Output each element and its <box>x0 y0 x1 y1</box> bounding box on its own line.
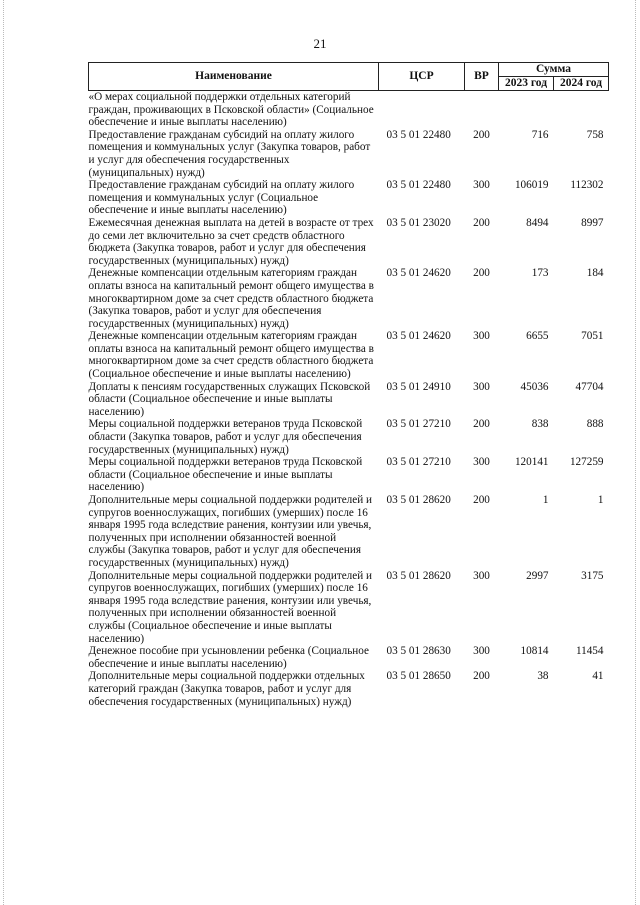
row-csr-cell: 03 5 01 24620 <box>386 267 451 280</box>
row-vr-cell: 300 <box>473 380 490 393</box>
row-csr-cell: 03 5 01 28620 <box>386 569 451 582</box>
row-amount-2024-cell: 758 <box>586 128 604 141</box>
page-edge-right <box>635 0 637 905</box>
row-name-cell: Предоставление гражданам субсидий на оплату жилого помещения и коммунальных услуг (Закупка товаров, работ и услуг для обеспечения государственных (муниципальных) нужд) <box>88 128 371 179</box>
row-vr-cell: 200 <box>473 418 490 431</box>
row-vr-cell: 200 <box>473 267 490 280</box>
row-csr-cell: 03 5 01 27210 <box>386 418 451 431</box>
row-amount-2023-cell: 120141 <box>514 456 549 469</box>
row-vr-cell: 200 <box>473 216 490 229</box>
row-vr-cell: 300 <box>473 569 490 582</box>
row-name-cell: Ежемесячная денежная выплата на детей в возрасте от трех до семи лет включительно за счет средств областного бюджета (Закупка товаров, работ и услуг для обеспечения государственных (муниципальных) нужд) <box>88 216 374 267</box>
row-name-cell: Дополнительные меры социальной поддержки родителей и супругов военнослужащих, погибших (умерших) после 16 января 1995 года вследствие ранения, контузии или увечья, полученных при исполнении обязанностей военной службы (Закупка товаров, работ и услуг для обеспечения государственных (муниципальных) нужд) <box>88 494 372 569</box>
page-number: 21 <box>313 36 327 51</box>
row-amount-2023-cell: 38 <box>537 670 549 683</box>
row-name-cell: «О мерах социальной поддержки отдельных категорий граждан, проживающих в Псковской области» (Социальное обеспечение и иные выплаты населению) <box>88 91 374 129</box>
row-amount-2023-cell <box>499 91 554 129</box>
row-name-cell: Денежное пособие при усыновлении ребенка (Социальное обеспечение и иные выплаты населению) <box>88 645 369 670</box>
row-csr-cell: 03 5 01 27210 <box>386 456 451 469</box>
row-vr-cell: 300 <box>473 645 490 658</box>
row-vr-cell: 300 <box>473 330 490 343</box>
row-amount-2023-cell: 716 <box>531 128 549 141</box>
table-row <box>89 91 609 129</box>
row-csr-cell <box>379 91 465 129</box>
row-vr-cell: 200 <box>473 494 490 506</box>
row-csr-cell: 03 5 01 22480 <box>386 179 451 192</box>
row-amount-2023-cell: 45036 <box>520 380 549 393</box>
table-row <box>89 670 609 708</box>
row-amount-2024-cell <box>554 91 609 129</box>
row-name-cell: Меры социальной поддержки ветеранов труда Псковской области (Закупка товаров, работ и услуг для обеспечения государственных (муниципальных) нужд) <box>88 418 363 456</box>
row-amount-2023-cell: 6655 <box>526 330 549 343</box>
row-name-cell: Дополнительные меры социальной поддержки родителей и супругов военнослужащих, погибших (умерших) после 16 января 1995 года вследствие ранения, контузии или увечья, полученных при исполнении обязанностей военной службы (Социальное обеспечение и иные выплаты населению) <box>88 569 372 645</box>
row-amount-2023-cell: 838 <box>531 418 549 431</box>
row-vr-cell: 200 <box>473 670 490 683</box>
table-row <box>89 570 609 646</box>
table-header <box>89 63 609 91</box>
row-amount-2024-cell: 3175 <box>581 569 604 582</box>
table-row <box>89 217 609 267</box>
header-csr: ЦСР <box>379 63 465 91</box>
row-csr-cell: 03 5 01 24910 <box>386 380 451 393</box>
row-name-cell: Денежные компенсации отдельным категориям граждан оплаты взноса на капитальный ремонт общего имущества в многоквартирном доме за счет средств областного бюджета (Социальное обеспечение и иные выплаты населению) <box>88 330 374 381</box>
row-csr-cell: 03 5 01 23020 <box>386 216 451 229</box>
row-vr-cell: 200 <box>473 128 490 141</box>
row-amount-2024-cell: 127259 <box>569 456 604 469</box>
row-amount-2023-cell: 1 <box>542 494 549 506</box>
row-amount-2023-cell: 173 <box>531 267 549 280</box>
row-csr-cell: 03 5 01 28630 <box>386 645 451 658</box>
row-csr-cell: 03 5 01 28620 <box>386 494 451 506</box>
table-row <box>89 330 609 380</box>
row-vr-cell: 300 <box>473 179 490 192</box>
row-csr-cell: 03 5 01 24620 <box>386 330 451 343</box>
header-vr: ВР <box>465 63 499 91</box>
row-vr-cell <box>465 91 499 129</box>
row-amount-2024-cell: 41 <box>592 670 604 683</box>
row-vr-cell: 300 <box>473 456 490 469</box>
header-year-2024: 2024 год <box>554 77 609 91</box>
header-name: Наименование <box>89 63 379 91</box>
row-amount-2023-cell: 10814 <box>520 645 549 658</box>
table-row <box>89 129 609 179</box>
row-name-cell: Дополнительные меры социальной поддержки отдельных категорий граждан (Закупка товаров, работ и услуг для обеспечения государственных (муниципальных) нужд) <box>88 670 365 708</box>
table-row <box>89 494 609 570</box>
row-amount-2023-cell: 106019 <box>514 179 549 192</box>
row-name-cell: Предоставление гражданам субсидий на оплату жилого помещения и коммунальных услуг (Социальное обеспечение и иные выплаты населению) <box>88 179 355 217</box>
table-row <box>89 179 609 217</box>
table-row <box>89 267 609 330</box>
row-amount-2024-cell: 8997 <box>581 216 604 229</box>
table-row <box>89 645 609 670</box>
row-csr-cell: 03 5 01 28650 <box>386 670 451 683</box>
table-row <box>89 381 609 419</box>
row-amount-2024-cell: 1 <box>597 494 604 506</box>
header-sum: Сумма <box>499 63 609 77</box>
row-name-cell: Меры социальной поддержки ветеранов труда Псковской области (Социальное обеспечение и иные выплаты населению) <box>88 456 363 494</box>
page-edge-left <box>3 0 5 905</box>
row-amount-2024-cell: 7051 <box>581 330 604 343</box>
table-body <box>89 91 609 709</box>
header-year-2023: 2023 год <box>499 77 554 91</box>
row-amount-2023-cell: 2997 <box>526 569 549 582</box>
budget-table <box>88 62 609 708</box>
row-amount-2024-cell: 184 <box>586 267 604 280</box>
row-name-cell: Денежные компенсации отдельным категориям граждан оплаты взноса на капитальный ремонт общего имущества в многоквартирном доме за счет средств областного бюджета (Закупка товаров, работ и услуг для обеспечения государственных (муниципальных) нужд) <box>88 267 374 330</box>
row-csr-cell: 03 5 01 22480 <box>386 128 451 141</box>
table-row <box>89 456 609 494</box>
row-amount-2024-cell: 888 <box>586 418 604 431</box>
row-amount-2024-cell: 11454 <box>575 645 604 658</box>
row-amount-2024-cell: 47704 <box>575 380 604 393</box>
table-row <box>89 418 609 456</box>
row-amount-2023-cell: 8494 <box>526 216 549 229</box>
row-name-cell: Доплаты к пенсиям государственных служащих Псковской области (Социальное обеспечение и иные выплаты населению) <box>88 380 371 418</box>
row-amount-2024-cell: 112302 <box>570 179 604 192</box>
